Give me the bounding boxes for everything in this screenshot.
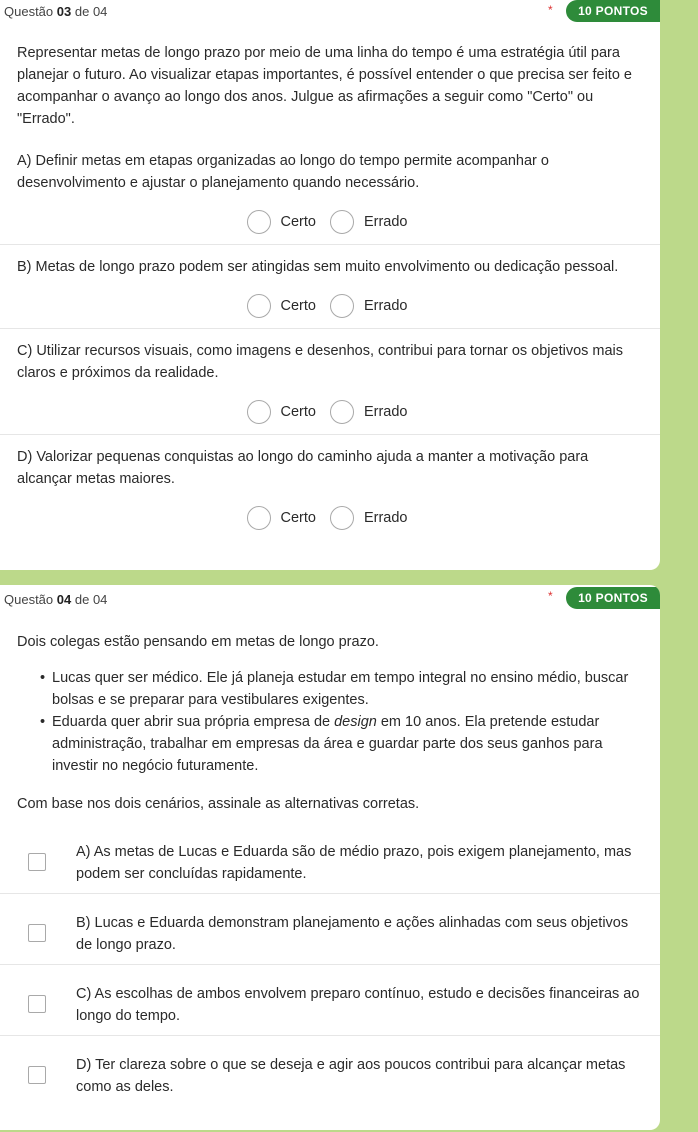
option-label: B) Lucas e Eduarda demonstram planejamento e ações alinhadas com seus objetivos de longo prazo. <box>76 915 629 953</box>
radio-errado-c[interactable] <box>330 400 408 424</box>
radio-group-c <box>0 398 660 426</box>
radio-certo-b[interactable] <box>247 294 316 318</box>
radio-label: Errado <box>363 404 408 420</box>
radio-label: Errado <box>363 510 408 526</box>
radio-label: Certo <box>280 404 316 420</box>
radio-group-a <box>0 208 660 236</box>
option-d[interactable] <box>0 1054 660 1098</box>
checkbox-b[interactable] <box>28 924 46 942</box>
statement-d: D) Valorizar pequenas conquistas ao longo do caminho ajuda a manter a motivação para alcançar metas maiores. <box>17 449 589 487</box>
checkbox-c[interactable] <box>28 995 46 1013</box>
divider <box>0 1035 660 1036</box>
radio-label: Certo <box>280 298 316 314</box>
radio-errado-d[interactable] <box>330 506 408 530</box>
radio-circle-icon[interactable] <box>247 210 271 234</box>
scenario-eduarda <box>52 711 638 777</box>
checkbox-d[interactable] <box>28 1066 46 1084</box>
radio-circle-icon[interactable] <box>330 400 354 424</box>
scenario-text: em 10 anos. Ela pretende estudar administração, trabalhar em empresas da área e guardar parte dos seus ganhos para investir no negócio futuramente. <box>52 714 603 774</box>
scenario-list <box>0 667 660 777</box>
divider <box>0 244 660 245</box>
radio-circle-icon[interactable] <box>247 400 271 424</box>
statement-b: B) Metas de longo prazo podem ser atingidas sem muito envolvimento ou dedicação pessoal. <box>17 259 619 275</box>
radio-errado-a[interactable] <box>330 210 408 234</box>
question-label: Questão <box>4 4 54 19</box>
question-instruction: Com base nos dois cenários, assinale as alternativas corretas. <box>17 796 420 812</box>
radio-certo-c[interactable] <box>247 400 316 424</box>
statement-a: A) Definir metas em etapas organizadas ao longo do tempo permite acompanhar o desenvolvimento e ajustar o planejamento quando necessário. <box>17 153 549 191</box>
checkbox-a[interactable] <box>28 853 46 871</box>
question-card-4 <box>0 585 660 1130</box>
required-marker: * <box>548 589 553 603</box>
question-header <box>0 0 660 22</box>
radio-group-d <box>0 504 660 532</box>
radio-circle-icon[interactable] <box>330 294 354 318</box>
option-label: A) As metas de Lucas e Eduarda são de médio prazo, pois exigem planejamento, mas podem ser concluídas rapidamente. <box>76 844 632 882</box>
divider <box>0 893 660 894</box>
radio-label: Errado <box>363 214 408 230</box>
radio-certo-d[interactable] <box>247 506 316 530</box>
radio-label: Certo <box>280 510 316 526</box>
question-prompt: Representar metas de longo prazo por meio de uma linha do tempo é uma estratégia útil para planejar o futuro. Ao visualizar etapas importantes, é possível entender o que precisa ser feito e acompanhar o avanço ao longo dos anos. Julgue as afirmações a seguir como "Certo" ou "Errado". <box>17 45 632 127</box>
radio-circle-icon[interactable] <box>247 506 271 530</box>
option-label: D) Ter clareza sobre o que se deseja e agir aos poucos contribui para alcançar metas como as deles. <box>76 1057 626 1095</box>
divider <box>0 964 660 965</box>
scenario-emphasis: design <box>334 714 377 730</box>
points-badge: 10 PONTOS <box>566 0 660 22</box>
radio-circle-icon[interactable] <box>330 506 354 530</box>
question-number: 03 <box>56 4 72 19</box>
radio-certo-a[interactable] <box>247 210 316 234</box>
scenario-lucas: • Lucas quer ser médico. Ele já planeja estudar em tempo integral no ensino médio, buscar bolsas e se preparar para vestibulares exigentes. <box>52 667 638 711</box>
question-card-3 <box>0 0 660 570</box>
question-label: Questão <box>4 592 54 607</box>
option-label: C) As escolhas de ambos envolvem preparo contínuo, estudo e decisões financeiras ao longo do tempo. <box>76 986 640 1024</box>
divider <box>0 434 660 435</box>
scenario-text: Eduarda quer abrir sua própria empresa de <box>52 714 335 730</box>
question-header <box>0 585 660 611</box>
required-marker: * <box>548 3 553 17</box>
statement-c: C) Utilizar recursos visuais, como imagens e desenhos, contribui para tornar os objetivos mais claros e próximos da realidade. <box>17 343 624 381</box>
question-number: 04 <box>56 592 72 607</box>
radio-errado-b[interactable] <box>330 294 408 318</box>
option-a[interactable] <box>0 841 660 885</box>
radio-circle-icon[interactable] <box>330 210 354 234</box>
divider <box>0 328 660 329</box>
question-total: de 04 <box>74 4 108 19</box>
radio-group-b <box>0 292 660 320</box>
radio-circle-icon[interactable] <box>247 294 271 318</box>
radio-label: Certo <box>280 214 316 230</box>
points-badge: 10 PONTOS <box>566 587 660 609</box>
option-c[interactable] <box>0 983 660 1027</box>
question-intro: Dois colegas estão pensando em metas de longo prazo. <box>17 634 379 650</box>
radio-label: Errado <box>363 298 408 314</box>
option-b[interactable] <box>0 912 660 956</box>
question-total: de 04 <box>74 592 108 607</box>
